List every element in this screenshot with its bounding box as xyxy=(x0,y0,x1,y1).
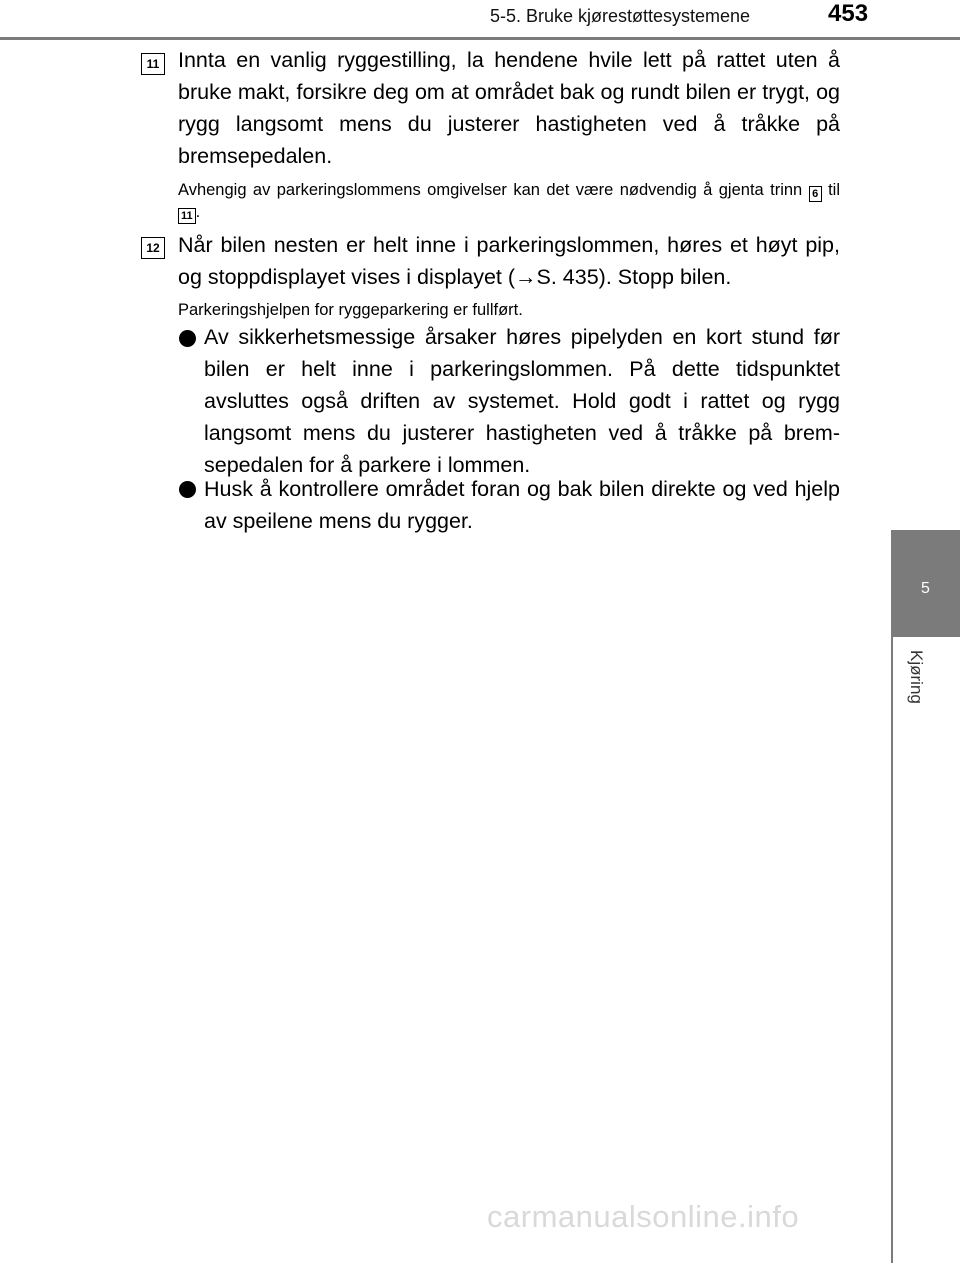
step-12-text xyxy=(178,229,840,293)
step-11-note xyxy=(178,180,840,224)
chapter-tab[interactable] xyxy=(891,530,960,637)
step-badge-12: 12 xyxy=(141,237,165,259)
footer-watermark[interactable]: carmanualsonline.info xyxy=(487,1199,800,1234)
step-badge-11: 11 xyxy=(141,53,165,75)
step-12-note: Parkeringshjelpen for ryggeparkering er fullført. xyxy=(178,301,523,319)
page-number: 453 xyxy=(828,0,869,27)
step-11-note-text: Avhengig av parkeringslommens omgivelser kan det være nødvendig å gjenta trinn xyxy=(178,181,803,199)
bullet-dot-icon xyxy=(179,481,196,498)
inline-step-badge-6: 6 xyxy=(809,186,822,202)
chapter-number: 5 xyxy=(921,580,930,597)
chapter-label: Kjøring xyxy=(907,650,926,704)
step-11-note-connector: til xyxy=(828,181,840,199)
bullet-item-1: Av sikkerhetsmessige årsaker høres pipelyden en kort stund før bilen er helt inne i parkeringslommen. På dette tidspunktet avsluttes også driften av systemet. Hold godt i rattet og rygg langsomt mens du justerer hastigheten ved å tråkke på brem-sepedalen for å parkere i lommen. xyxy=(204,325,840,477)
bullet-dot-icon xyxy=(179,330,196,347)
section-header-title: 5-5. Bruke kjørestøttesystemene xyxy=(489,6,751,26)
step-11-note-end: . xyxy=(195,203,201,221)
bullet-item-2: Husk å kontrollere området foran og bak bilen direkte og ved hjelp av speilene mens du rygger. xyxy=(204,477,840,533)
inline-step-badge-11: 11 xyxy=(178,208,196,224)
chapter-tab-rule xyxy=(891,637,893,1263)
page-reference-link[interactable]: S. 435). Stopp bilen. xyxy=(536,265,732,289)
step-12-text-start: Når bilen nesten er helt inne i parkeringslommen, høres et høyt pip, og stoppdisplayet vises i displayet ( xyxy=(178,233,840,289)
step-11-text: Innta en vanlig ryggestilling, la hendene hvile lett på rattet uten å bruke makt, forsikre deg om at området bak og rundt bilen er trygt, og rygg langsomt mens du justerer hastigheten ved å tråkke på bremsepedalen. xyxy=(178,48,840,168)
reference-arrow-icon: → xyxy=(515,265,537,289)
header-rule xyxy=(0,37,960,40)
